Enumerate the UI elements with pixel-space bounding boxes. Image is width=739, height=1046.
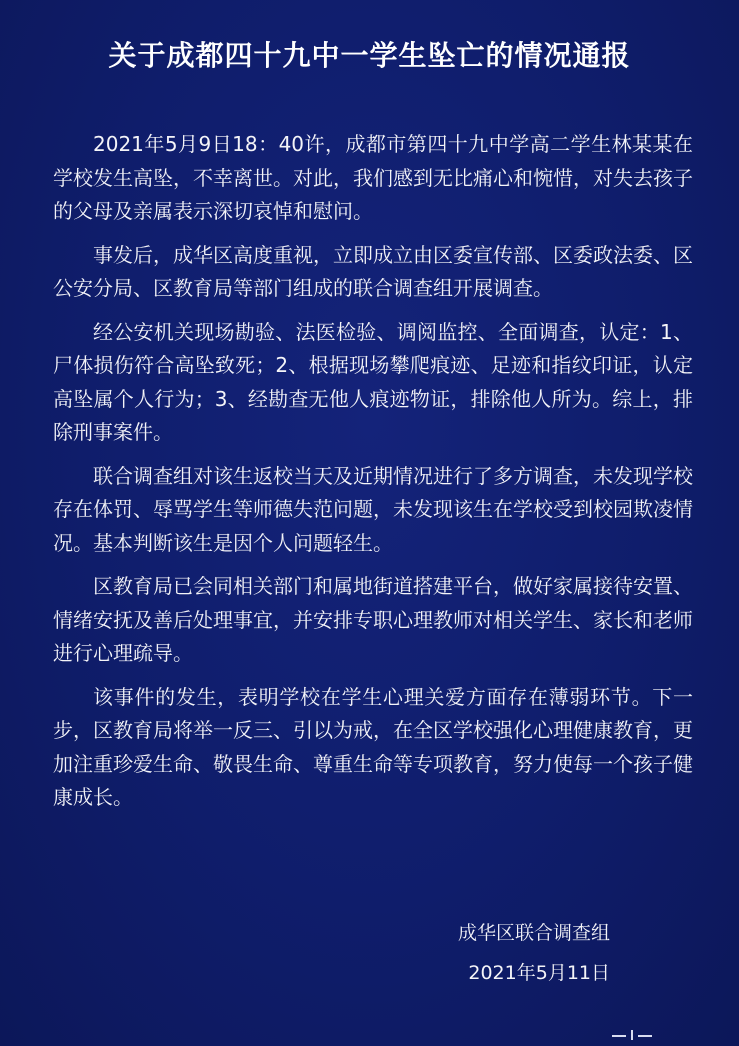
notice-body [53,128,693,825]
notice-title: 关于成都四十九中一学生坠亡的情况通报 [108,39,631,72]
signature-org: 成华区联合调查组 [457,922,610,944]
paragraph-investigation-team: 事发后，成华区高度重视，立即成立由区委宣传部、区委政法委、区公安分局、区教育局等部门组成的联合调查组开展调查。 [53,242,693,300]
paragraph-aftercare: 区教育局已会同相关部门和属地街道搭建平台，做好家属接待安置、情绪安抚及善后处理事宜，并安排专职心理教师对相关学生、家长和老师进行心理疏导。 [53,574,693,665]
page-number-mark [612,1030,652,1040]
paragraph-next-steps: 该事件的发生，表明学校在学生心理关爱方面存在薄弱环节。下一步，区教育局将举一反三、引以为戒，在全区学校强化心理健康教育，更加注重珍爱生命、敬畏生命、尊重生命等专项教育，努力使每一个孩子健康成长。 [53,684,693,809]
paragraph-incident: 2021年5月9日18：40许，成都市第四十九中学高二学生林某某在学校发生高坠，不幸离世。对此，我们感到无比痛心和惋惜，对失去孩子的父母及亲属表示深切哀悼和慰问。 [53,132,693,223]
signature-date: 2021年5月11日 [468,962,610,984]
paragraph-school-findings: 联合调查组对该生返校当天及近期情况进行了多方调查，未发现学校存在体罚、辱骂学生等师德失范问题，未发现该生在学校受到校园欺凌情况。基本判断该生是因个人问题轻生。 [53,463,693,555]
paragraph-police-findings: 经公安机关现场勘验、法医检验、调阅监控、全面调查，认定：1、尸体损伤符合高坠致死；2、根据现场攀爬痕迹、足迹和指纹印证，认定高坠属个人行为；3、经勘查无他人痕迹物证，排除他人所为。综上，排除刑事案件。 [53,319,693,444]
